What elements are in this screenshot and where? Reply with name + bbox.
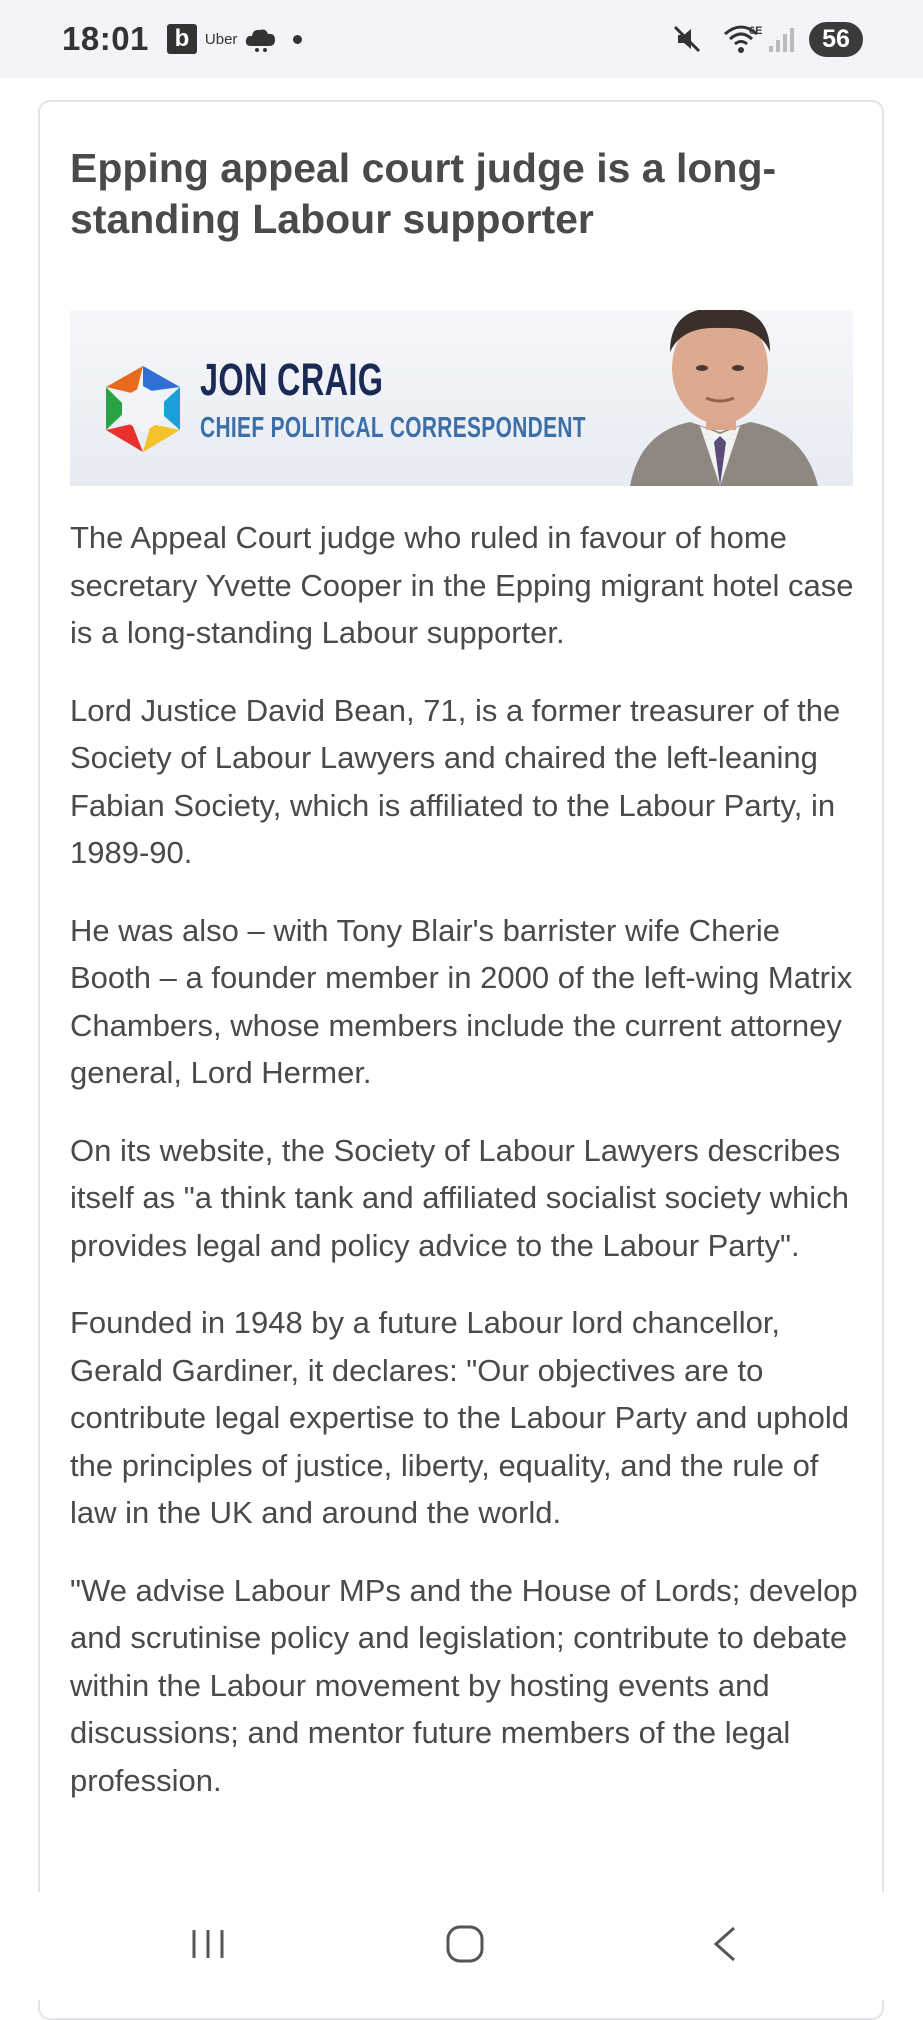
status-bar [0,0,923,78]
article-headline: Epping appeal court judge is a long-standing Labour supporter [70,145,777,242]
article-body [70,514,860,1834]
byline-banner [70,310,853,486]
navigation-bar [0,1892,923,2000]
back-button[interactable] [695,1914,755,1974]
notification-dot-icon [293,35,302,44]
back-icon [710,1924,740,1964]
home-icon [445,1924,485,1964]
article-paragraph: He was also – with Tony Blair's barrister wife Cherie Booth – a founder member in 2000 of the left-wing Matrix Chambers, whose members include the current attorney general, Lord Hermer. [70,912,853,1090]
home-button[interactable] [435,1914,495,1974]
author-portrait [610,310,830,486]
article-paragraph: Founded in 1948 by a future Labour lord chancellor, Gerald Gardiner, it declares: "Our objectives are to contribute legal expertise to the Labour Party and uphold the principles of justice, liberty, equality, and the rule of law in the UK and around the world. [70,1305,849,1530]
byline-name: JON CRAIG [200,354,384,405]
recents-button[interactable] [178,1914,238,1974]
status-right-group [669,0,863,78]
article-paragraph: Lord Justice David Bean, 71, is a former treasurer of the Society of Labour Lawyers and chaired the left-leaning Fabian Society, which is affiliated to the Labour Party, in 1989-90. [70,692,841,870]
network-type-label: 6E [749,25,763,37]
app-b-notification-icon: b [167,24,197,54]
mute-icon [669,21,705,57]
uber-notification-icon: Uber [204,30,238,48]
wifi-icon [723,22,763,56]
recents-icon [188,1926,228,1962]
battery-indicator: 56 [809,22,863,57]
article-paragraph: "We advise Labour MPs and the House of Lords; develop and scrutinise policy and legislation; contribute to debate within the Labour movement by hosting events and discussions; and mentor future members of the legal profession. [70,1572,858,1798]
signal-icon [767,24,797,54]
cloud-icon [243,24,279,54]
status-time: 18:01 [62,20,149,57]
byline-role: CHIEF POLITICAL CORRESPONDENT [200,412,586,444]
article-paragraph: The Appeal Court judge who ruled in favour of home secretary Yvette Cooper in the Epping migrant hotel case is a long-standing Labour supporter. [70,520,854,650]
article-paragraph: On its website, the Society of Labour Lawyers describes itself as "a think tank and affiliated socialist society which provides legal and policy advice to the Labour Party". [70,1132,849,1263]
sky-news-logo-icon [96,362,190,456]
